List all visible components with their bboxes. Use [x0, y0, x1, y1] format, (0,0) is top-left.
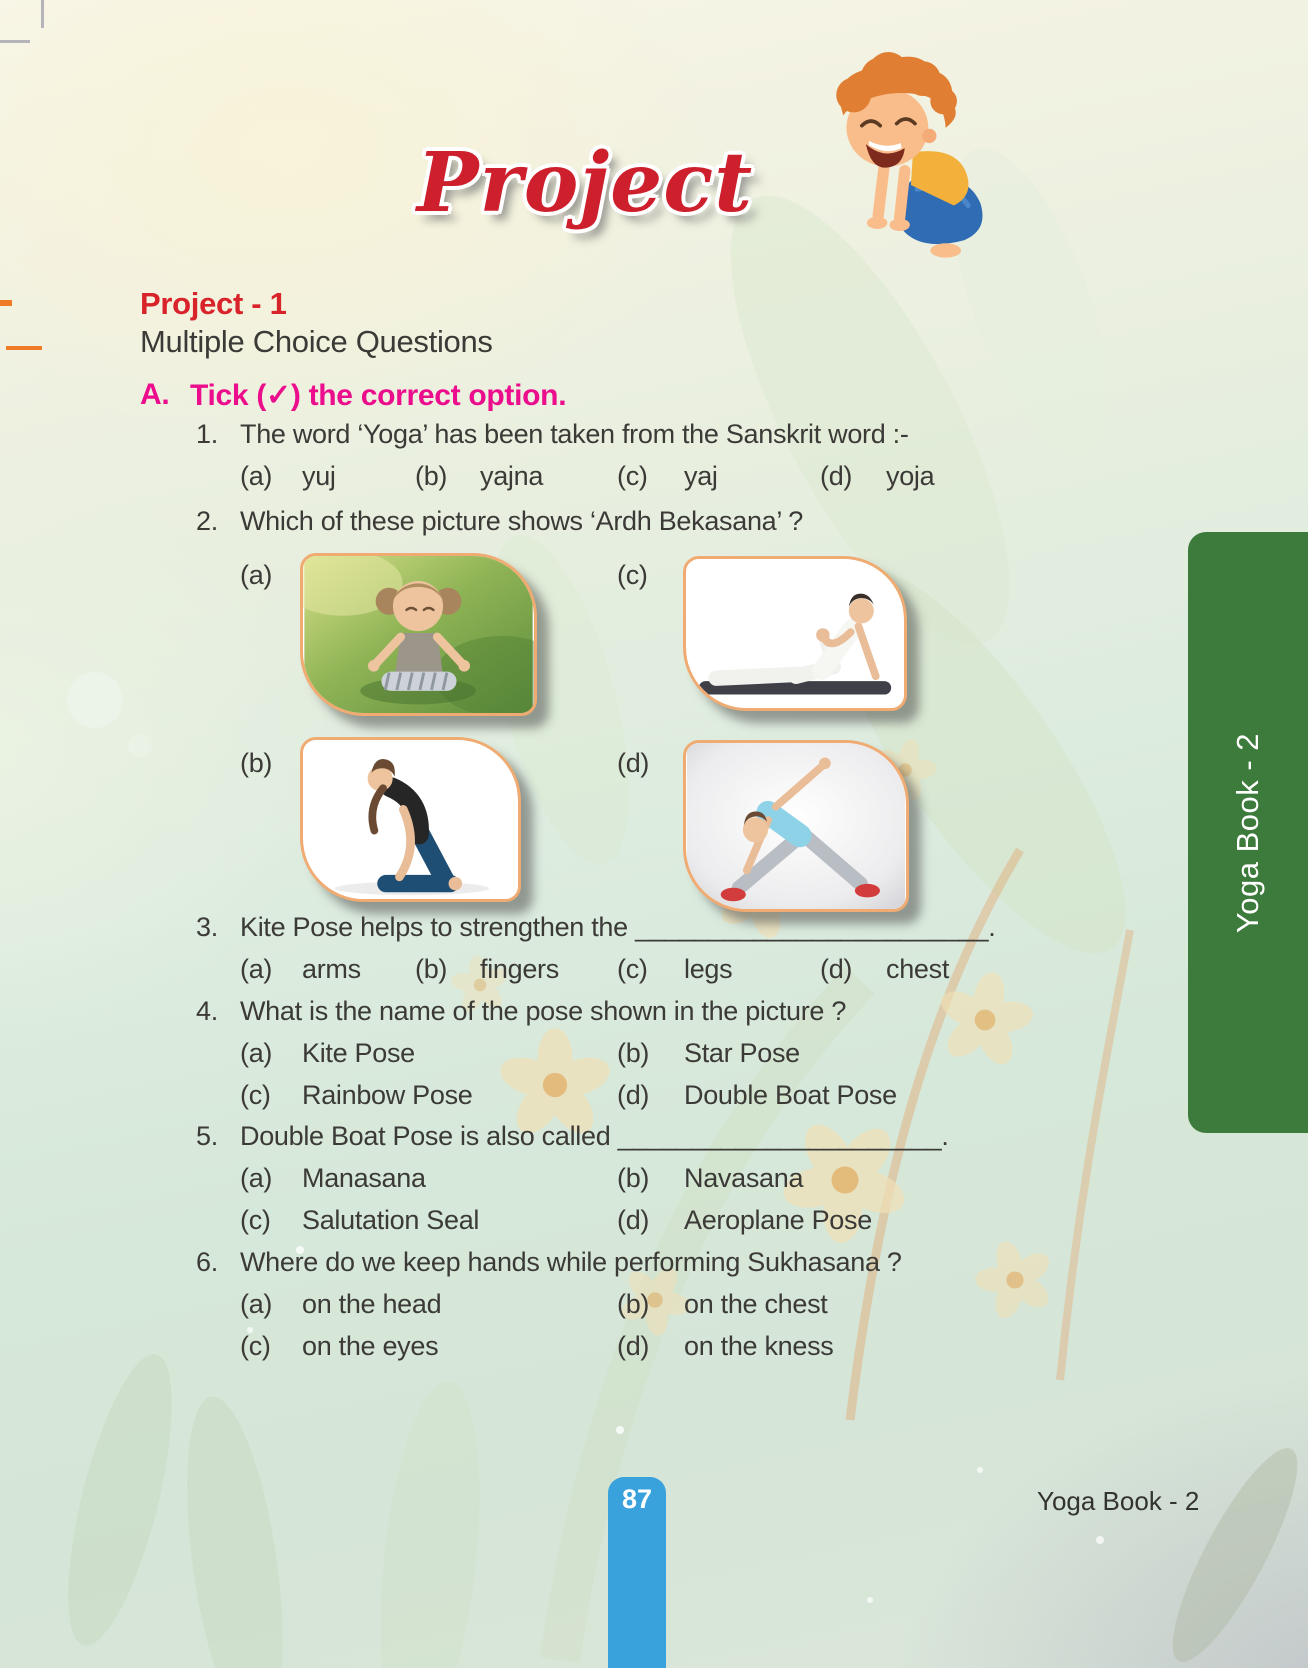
q5-option-b-text: Navasana	[684, 1163, 804, 1193]
q3-option-a-text: arms	[302, 954, 361, 984]
question-1-text: The word ‘Yoga’ has been taken from the Sanskrit word :-	[240, 419, 909, 449]
q1-option-c-label: (c)	[617, 461, 648, 491]
registration-mark-1	[0, 300, 12, 306]
q3-option-c-label: (c)	[617, 954, 648, 984]
crop-mark-horizontal	[0, 40, 30, 43]
q1-option-d-label: (d)	[820, 461, 853, 491]
question-2-number: 2.	[196, 506, 218, 536]
section-instruction: Tick (✓) the correct option.	[190, 379, 567, 412]
q2-option-d-label: (d)	[617, 748, 650, 778]
q3-option-d-label: (d)	[820, 954, 853, 984]
q5-option-d-label: (d)	[617, 1205, 650, 1235]
question-5-text: Double Boat Pose is also called ______________________.	[240, 1121, 949, 1151]
footer-book-label: Yoga Book - 2	[1037, 1486, 1200, 1516]
question-4-number: 4.	[196, 996, 218, 1026]
q4-option-b-label: (b)	[617, 1038, 650, 1068]
q3-option-b-text: fingers	[480, 954, 559, 984]
question-3-number: 3.	[196, 912, 218, 942]
q4-option-a-label: (a)	[240, 1038, 273, 1068]
q3-option-b-label: (b)	[415, 954, 448, 984]
q5-option-c-text: Salutation Seal	[302, 1205, 480, 1235]
photo-option-a-girl-meditating	[300, 553, 537, 716]
side-tab-yoga-book	[1188, 532, 1308, 1133]
q4-option-d-text: Double Boat Pose	[684, 1080, 897, 1110]
question-1-number: 1.	[196, 419, 218, 449]
q5-option-c-label: (c)	[240, 1205, 271, 1235]
q1-option-d-text: yoja	[886, 461, 935, 491]
q4-option-d-label: (d)	[617, 1080, 650, 1110]
q1-option-a-label: (a)	[240, 461, 273, 491]
q6-option-d-text: on the kness	[684, 1331, 834, 1361]
page-number-tab	[608, 1477, 666, 1668]
q2-option-b-label: (b)	[240, 748, 273, 778]
q4-option-a-text: Kite Pose	[302, 1038, 415, 1068]
q5-option-a-text: Manasana	[302, 1163, 426, 1193]
q4-option-c-label: (c)	[240, 1080, 271, 1110]
question-2-text: Which of these picture shows ‘Ardh Bekasana’ ?	[240, 506, 803, 536]
q2-option-a-label: (a)	[240, 560, 273, 590]
q4-option-b-text: Star Pose	[684, 1038, 800, 1068]
page-title: Project	[416, 135, 754, 231]
question-3-text: Kite Pose helps to strengthen the ________________________.	[240, 912, 996, 942]
section-label: A.	[140, 378, 170, 411]
q6-option-d-label: (d)	[617, 1331, 650, 1361]
project-heading: Project - 1	[140, 286, 287, 321]
q6-option-b-label: (b)	[617, 1289, 650, 1319]
q6-option-a-text: on the head	[302, 1289, 442, 1319]
side-tab-label: Yoga Book - 2	[1230, 732, 1265, 933]
q3-option-a-label: (a)	[240, 954, 273, 984]
q3-option-c-text: legs	[684, 954, 733, 984]
yoga-boy-illustration	[790, 50, 995, 275]
q1-option-c-text: yaj	[684, 461, 718, 491]
question-4-text: What is the name of the pose shown in the picture ?	[240, 996, 847, 1026]
q5-option-a-label: (a)	[240, 1163, 273, 1193]
q1-option-a-text: yuj	[302, 461, 336, 491]
photo-option-d-triangle-pose	[683, 740, 909, 912]
question-5-number: 5.	[196, 1121, 218, 1151]
q5-option-b-label: (b)	[617, 1163, 650, 1193]
q2-option-c-label: (c)	[617, 560, 648, 590]
q5-option-d-text: Aeroplane Pose	[684, 1205, 872, 1235]
question-6-number: 6.	[196, 1247, 218, 1277]
q6-option-c-label: (c)	[240, 1331, 271, 1361]
question-6-text: Where do we keep hands while performing Sukhasana ?	[240, 1247, 902, 1277]
subtitle: Multiple Choice Questions	[140, 324, 493, 359]
q6-option-a-label: (a)	[240, 1289, 273, 1319]
crop-mark-vertical	[41, 0, 44, 28]
photo-option-c-half-frog-pose	[683, 556, 907, 711]
q1-option-b-text: yajna	[480, 461, 544, 491]
q6-option-c-text: on the eyes	[302, 1331, 439, 1361]
registration-mark-2	[6, 346, 42, 350]
q1-option-b-label: (b)	[415, 461, 448, 491]
photo-option-b-camel-pose	[300, 737, 521, 902]
q6-option-b-text: on the chest	[684, 1289, 828, 1319]
q4-option-c-text: Rainbow Pose	[302, 1080, 473, 1110]
page-number: 87	[621, 1484, 653, 1514]
q3-option-d-text: chest	[886, 954, 950, 984]
